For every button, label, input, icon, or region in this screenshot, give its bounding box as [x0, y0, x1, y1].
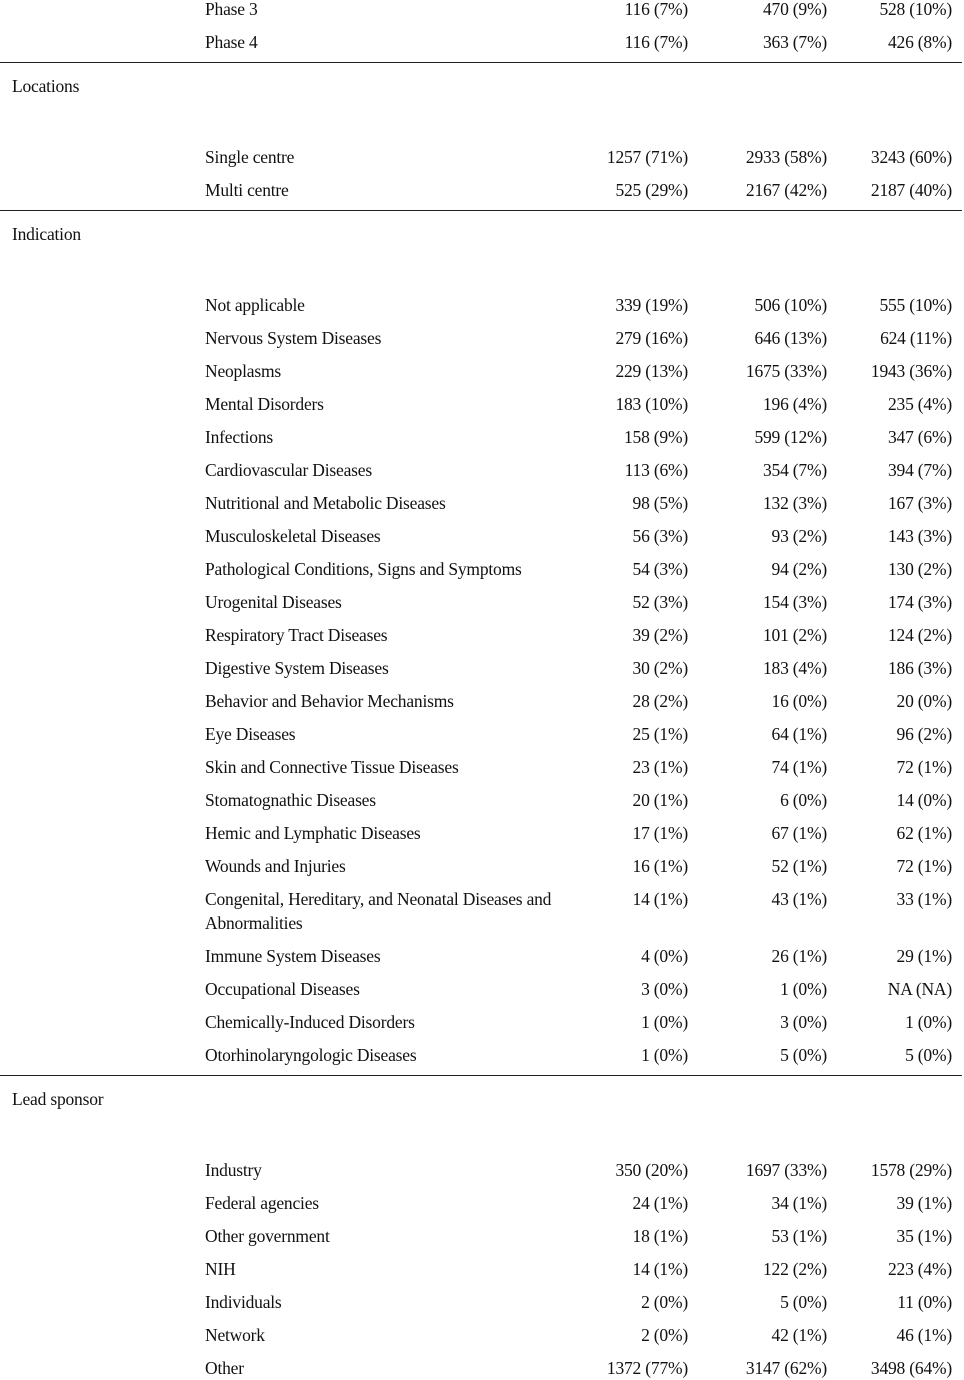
cell-col-2: 26 (1%): [771, 946, 827, 966]
section-divider: [0, 210, 962, 211]
cell-col-1: 39 (2%): [632, 625, 688, 645]
row-label: Musculoskeletal Diseases: [205, 526, 381, 546]
category-label-indication: Indication: [12, 224, 81, 244]
cell-col-1: 1372 (77%): [606, 1358, 688, 1378]
row-label: Immune System Diseases: [205, 946, 381, 966]
cell-col-2: 16 (0%): [771, 691, 827, 711]
cell-col-1: 1 (0%): [641, 1045, 688, 1065]
row-label: Multi centre: [205, 180, 289, 200]
row-label: Neoplasms: [205, 361, 281, 381]
cell-col-3: 96 (2%): [896, 724, 952, 744]
row-label: Occupational Diseases: [205, 979, 360, 999]
cell-col-2: 183 (4%): [762, 658, 827, 678]
cell-col-1: 25 (1%): [632, 724, 688, 744]
cell-col-2: 5 (0%): [780, 1292, 827, 1312]
cell-col-3: 130 (2%): [887, 559, 952, 579]
row-label: Mental Disorders: [205, 394, 324, 414]
cell-col-2: 53 (1%): [771, 1226, 827, 1246]
cell-col-2: 101 (2%): [762, 625, 827, 645]
cell-col-2: 1697 (33%): [745, 1160, 827, 1180]
cell-col-3: 1943 (36%): [870, 361, 952, 381]
cell-col-3: 3243 (60%): [870, 147, 952, 167]
cell-col-2: 6 (0%): [780, 790, 827, 810]
cell-col-1: 24 (1%): [632, 1193, 688, 1213]
cell-col-1: 1257 (71%): [606, 147, 688, 167]
cell-col-2: 646 (13%): [754, 328, 827, 348]
cell-col-1: 113 (6%): [624, 460, 688, 480]
cell-col-3: 2187 (40%): [870, 180, 952, 200]
cell-col-1: 229 (13%): [615, 361, 688, 381]
row-label: Nutritional and Metabolic Diseases: [205, 493, 446, 513]
category-label-lead-sponsor: Lead sponsor: [12, 1089, 104, 1109]
cell-col-2: 5 (0%): [780, 1045, 827, 1065]
cell-col-2: 1675 (33%): [745, 361, 827, 381]
cell-col-1: 17 (1%): [632, 823, 688, 843]
cell-col-3: 29 (1%): [896, 946, 952, 966]
cell-col-1: 183 (10%): [615, 394, 688, 414]
cell-col-3: 528 (10%): [879, 0, 952, 19]
cell-col-1: 350 (20%): [615, 1160, 688, 1180]
row-label: Phase 4: [205, 32, 258, 52]
cell-col-3: 143 (3%): [887, 526, 952, 546]
cell-col-2: 52 (1%): [771, 856, 827, 876]
cell-col-1: 2 (0%): [641, 1292, 688, 1312]
cell-col-1: 116 (7%): [624, 32, 688, 52]
cell-col-3: 62 (1%): [896, 823, 952, 843]
cell-col-2: 2933 (58%): [745, 147, 827, 167]
cell-col-2: 132 (3%): [762, 493, 827, 513]
cell-col-3: 235 (4%): [887, 394, 952, 414]
cell-col-1: 525 (29%): [615, 180, 688, 200]
cell-col-2: 506 (10%): [754, 295, 827, 315]
cell-col-1: 2 (0%): [641, 1325, 688, 1345]
cell-col-1: 30 (2%): [632, 658, 688, 678]
row-label: Urogenital Diseases: [205, 592, 342, 612]
cell-col-3: NA (NA): [887, 979, 952, 999]
row-label: Wounds and Injuries: [205, 856, 346, 876]
section-divider: [0, 62, 962, 63]
row-label: Nervous System Diseases: [205, 328, 382, 348]
cell-col-3: 555 (10%): [879, 295, 952, 315]
cell-col-2: 154 (3%): [762, 592, 827, 612]
row-label: Skin and Connective Tissue Diseases: [205, 757, 459, 777]
cell-col-1: 14 (1%): [632, 889, 688, 909]
cell-col-3: 5 (0%): [905, 1045, 952, 1065]
cell-col-2: 42 (1%): [771, 1325, 827, 1345]
cell-col-3: 20 (0%): [896, 691, 952, 711]
row-label: NIH: [205, 1259, 236, 1279]
row-label: Network: [205, 1325, 265, 1345]
cell-col-3: 124 (2%): [887, 625, 952, 645]
cell-col-3: 186 (3%): [887, 658, 952, 678]
cell-col-3: 46 (1%): [896, 1325, 952, 1345]
row-label: Stomatognathic Diseases: [205, 790, 376, 810]
row-label: Eye Diseases: [205, 724, 296, 744]
cell-col-2: 2167 (42%): [745, 180, 827, 200]
cell-col-3: 426 (8%): [887, 32, 952, 52]
row-label: Industry: [205, 1160, 262, 1180]
cell-col-2: 122 (2%): [762, 1259, 827, 1279]
cell-col-3: 1578 (29%): [870, 1160, 952, 1180]
cell-col-3: 394 (7%): [887, 460, 952, 480]
cell-col-2: 363 (7%): [762, 32, 827, 52]
cell-col-3: 347 (6%): [887, 427, 952, 447]
cell-col-1: 56 (3%): [632, 526, 688, 546]
cell-col-3: 39 (1%): [896, 1193, 952, 1213]
cell-col-1: 18 (1%): [632, 1226, 688, 1246]
row-label: Chemically-Induced Disorders: [205, 1012, 415, 1032]
cell-col-1: 16 (1%): [632, 856, 688, 876]
cell-col-3: 33 (1%): [896, 889, 952, 909]
cell-col-2: 599 (12%): [754, 427, 827, 447]
row-label: Digestive System Diseases: [205, 658, 389, 678]
cell-col-1: 279 (16%): [615, 328, 688, 348]
row-label: Single centre: [205, 147, 295, 167]
row-label: Federal agencies: [205, 1193, 319, 1213]
cell-col-1: 339 (19%): [615, 295, 688, 315]
cell-col-2: 470 (9%): [762, 0, 827, 19]
cell-col-2: 43 (1%): [771, 889, 827, 909]
section-divider: [0, 1075, 962, 1076]
row-label: Other government: [205, 1226, 330, 1246]
cell-col-2: 74 (1%): [771, 757, 827, 777]
cell-col-2: 67 (1%): [771, 823, 827, 843]
cell-col-2: 354 (7%): [762, 460, 827, 480]
cell-col-1: 1 (0%): [641, 1012, 688, 1032]
row-label: Not applicable: [205, 295, 305, 315]
cell-col-2: 34 (1%): [771, 1193, 827, 1213]
cell-col-3: 35 (1%): [896, 1226, 952, 1246]
cell-col-3: 11 (0%): [897, 1292, 952, 1312]
row-label: Pathological Conditions, Signs and Symptoms: [205, 559, 522, 579]
row-label: Respiratory Tract Diseases: [205, 625, 388, 645]
row-label: Infections: [205, 427, 273, 447]
cell-col-3: 3498 (64%): [870, 1358, 952, 1378]
cell-col-1: 28 (2%): [632, 691, 688, 711]
cell-col-1: 52 (3%): [632, 592, 688, 612]
cell-col-3: 14 (0%): [896, 790, 952, 810]
row-label: Hemic and Lymphatic Diseases: [205, 823, 421, 843]
cell-col-2: 93 (2%): [771, 526, 827, 546]
row-label: Behavior and Behavior Mechanisms: [205, 691, 454, 711]
cell-col-3: 223 (4%): [887, 1259, 952, 1279]
cell-col-3: 72 (1%): [896, 856, 952, 876]
row-label: Congenital, Hereditary, and Neonatal Diseases and Abnormalities: [205, 889, 552, 933]
cell-col-1: 20 (1%): [632, 790, 688, 810]
row-label: Other: [205, 1358, 244, 1378]
category-label-locations: Locations: [12, 76, 80, 96]
row-label: Individuals: [205, 1292, 282, 1312]
cell-col-2: 94 (2%): [771, 559, 827, 579]
cell-col-1: 4 (0%): [641, 946, 688, 966]
cell-col-3: 167 (3%): [887, 493, 952, 513]
cell-col-2: 3 (0%): [780, 1012, 827, 1032]
cell-col-1: 3 (0%): [641, 979, 688, 999]
cell-col-1: 14 (1%): [632, 1259, 688, 1279]
cell-col-1: 54 (3%): [632, 559, 688, 579]
row-label: Phase 3: [205, 0, 258, 19]
cell-col-3: 174 (3%): [887, 592, 952, 612]
cell-col-2: 3147 (62%): [745, 1358, 827, 1378]
row-label: Otorhinolaryngologic Diseases: [205, 1045, 417, 1065]
cell-col-2: 64 (1%): [771, 724, 827, 744]
cell-col-1: 23 (1%): [632, 757, 688, 777]
cell-col-1: 116 (7%): [624, 0, 688, 19]
cell-col-2: 196 (4%): [762, 394, 827, 414]
cell-col-1: 98 (5%): [632, 493, 688, 513]
row-label: Cardiovascular Diseases: [205, 460, 372, 480]
cell-col-3: 72 (1%): [896, 757, 952, 777]
cell-col-3: 1 (0%): [905, 1012, 952, 1032]
cell-col-3: 624 (11%): [880, 328, 952, 348]
cell-col-1: 158 (9%): [623, 427, 688, 447]
cell-col-2: 1 (0%): [780, 979, 827, 999]
